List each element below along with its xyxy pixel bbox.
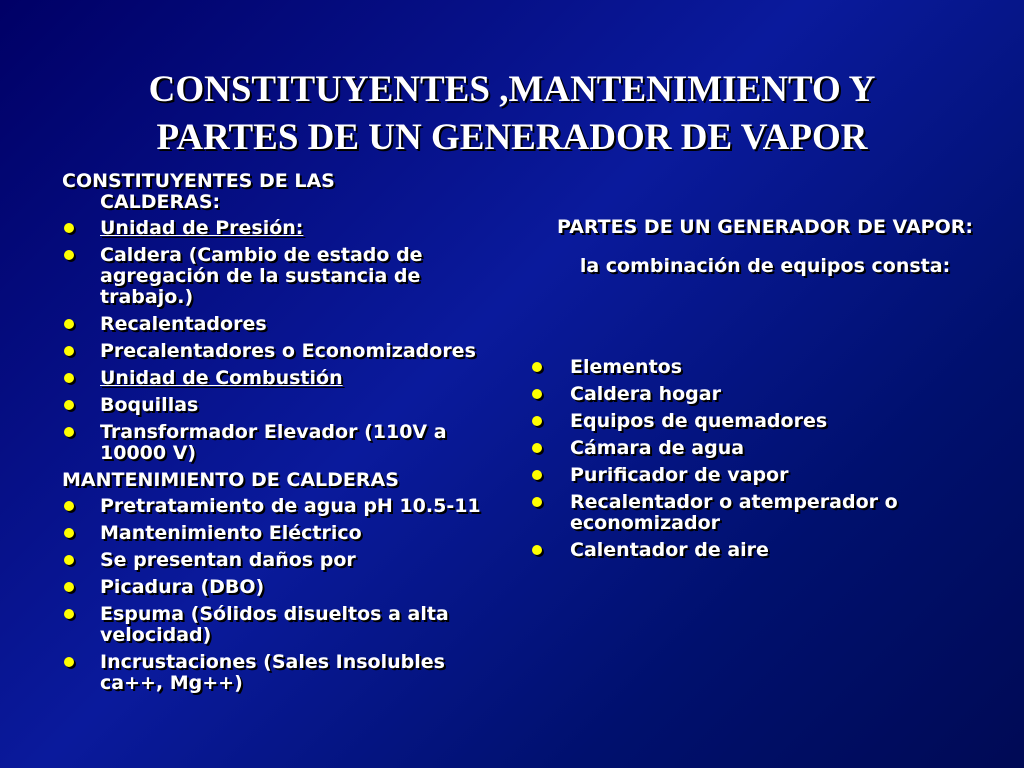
maintenance-heading: MANTENIMIENTO DE CALDERAS: [62, 469, 399, 491]
maintenance-list: [62, 496, 492, 694]
list-item: [62, 604, 492, 646]
list-item-text: Pretratamiento de agua pH 10.5-11: [100, 495, 481, 517]
bullet-icon: [64, 400, 74, 410]
bullet-icon: [64, 555, 74, 565]
bullet-icon: [532, 416, 542, 426]
bullet-icon: [532, 443, 542, 453]
list-item: [62, 314, 492, 335]
bullet-icon: [532, 362, 542, 372]
list-item: [62, 496, 492, 517]
list-item: [62, 550, 492, 571]
list-item: [530, 357, 1000, 378]
bullet-icon: [64, 582, 74, 592]
slide-title: [0, 66, 1024, 162]
list-item-text: Recalentadores: [100, 313, 267, 335]
parts-subheading: la combinación de equipos consta:: [579, 255, 951, 277]
list-item-text: Unidad de Presión:: [100, 217, 304, 239]
list-item-text: Caldera hogar: [570, 383, 721, 405]
list-item: [530, 438, 1000, 459]
bullet-icon: [532, 545, 542, 555]
list-item: [62, 368, 492, 389]
parts-list: [530, 357, 1000, 561]
bullet-icon: [64, 319, 74, 329]
list-item: [62, 652, 492, 694]
constituents-heading: [62, 171, 492, 213]
list-item: [530, 384, 1000, 405]
right-column: [530, 217, 1000, 567]
title-line-2: PARTES DE UN GENERADOR DE VAPOR: [156, 117, 868, 158]
list-item-text: Transformador Elevador (110V a 10000 V): [100, 421, 447, 464]
list-item-text: Calentador de aire: [570, 539, 769, 561]
parts-heading: PARTES DE UN GENERADOR DE VAPOR:: [557, 216, 973, 238]
constituents-heading-line-1: CONSTITUYENTES DE LAS: [62, 170, 335, 192]
bullet-icon: [532, 470, 542, 480]
list-item: [62, 245, 492, 308]
list-item: [530, 492, 1000, 534]
list-item-text: Espuma (Sólidos disueltos a alta velocidad): [100, 603, 449, 646]
list-item-text: Recalentador o atemperador o economizador: [570, 491, 898, 534]
list-item: [62, 422, 492, 464]
list-item-text: Caldera (Cambio de estado de agregación de la sustancia de trabajo.): [100, 244, 423, 308]
list-item: [62, 341, 492, 362]
list-item-text: Boquillas: [100, 394, 199, 416]
list-item-text: Mantenimiento Eléctrico: [100, 522, 362, 544]
bullet-icon: [64, 373, 74, 383]
list-item: [62, 395, 492, 416]
list-item-text: Cámara de agua: [570, 437, 745, 459]
bullet-icon: [532, 497, 542, 507]
bullet-icon: [64, 657, 74, 667]
bullet-icon: [64, 528, 74, 538]
list-item-text: Purificador de vapor: [570, 464, 789, 486]
list-item-text: Unidad de Combustión: [100, 367, 343, 389]
title-line-1: CONSTITUYENTES ,MANTENIMIENTO Y: [148, 69, 876, 110]
constituents-heading-line-2: CALDERAS:: [100, 191, 221, 213]
list-item-text: Precalentadores o Economizadores: [100, 340, 476, 362]
constituents-list: [62, 218, 492, 464]
bullet-icon: [64, 609, 74, 619]
bullet-icon: [64, 223, 74, 233]
list-item: [62, 523, 492, 544]
list-item-text: Incrustaciones (Sales Insolubles ca++, Mg++): [100, 651, 445, 694]
list-item-text: Equipos de quemadores: [570, 410, 828, 432]
bullet-icon: [64, 250, 74, 260]
list-item: [62, 577, 492, 598]
list-item: [530, 465, 1000, 486]
bullet-icon: [64, 427, 74, 437]
list-item-text: Elementos: [570, 356, 683, 378]
bullet-icon: [64, 346, 74, 356]
list-item: [530, 540, 1000, 561]
bullet-icon: [64, 501, 74, 511]
list-item-text: Picadura (DBO): [100, 576, 265, 598]
list-item: [62, 218, 492, 239]
list-item: [530, 411, 1000, 432]
list-item-text: Se presentan daños por: [100, 549, 356, 571]
bullet-icon: [532, 389, 542, 399]
left-column: [62, 171, 492, 700]
